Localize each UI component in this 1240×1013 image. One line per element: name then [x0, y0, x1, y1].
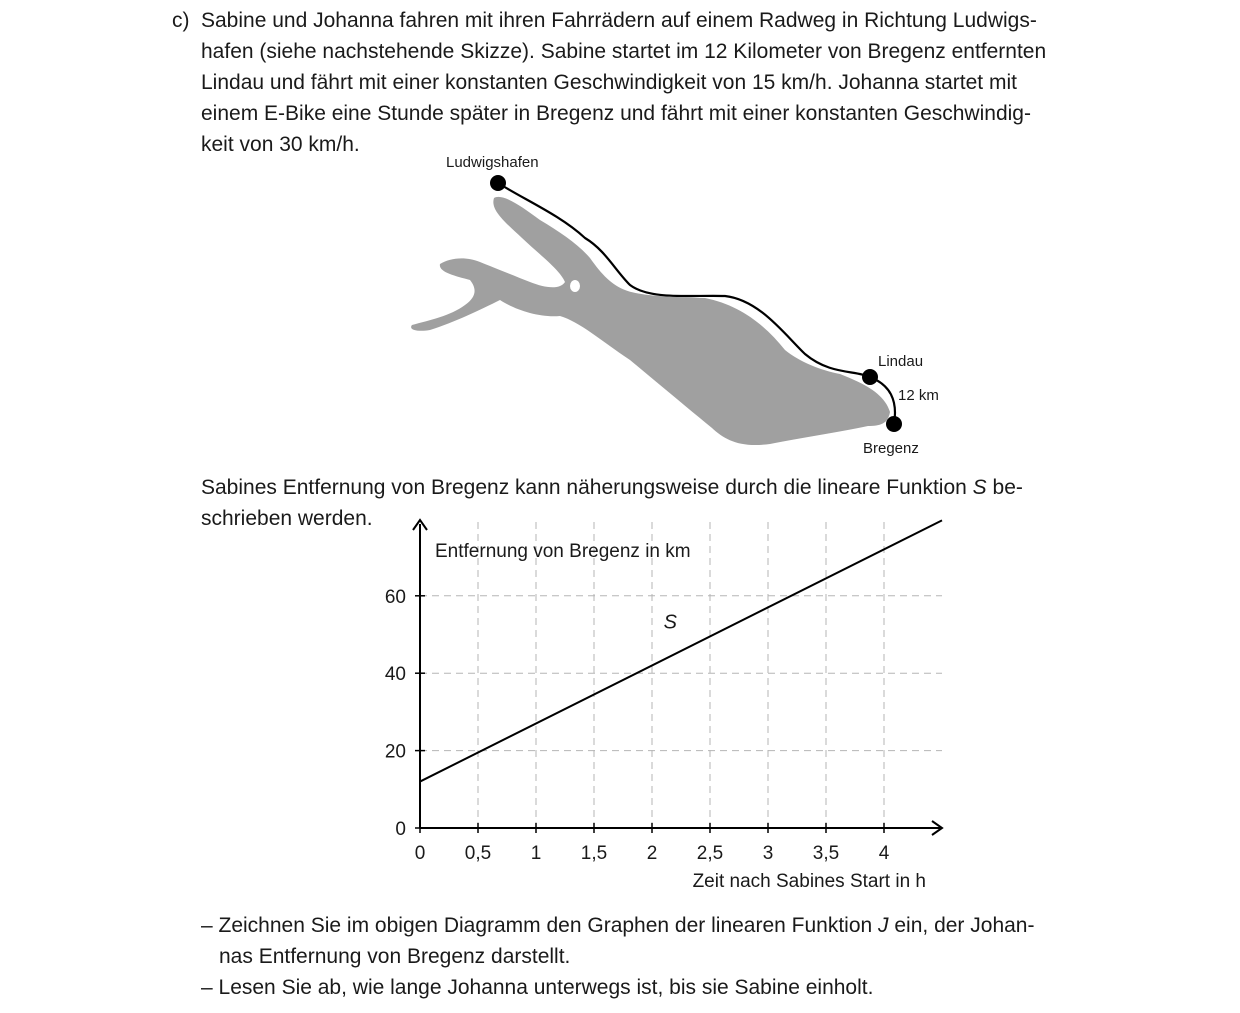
- x-tick-label: 0: [414, 843, 426, 864]
- intro-line: Lindau und fährt mit einer konstanten Geschwindigkeit von 15 km/h. Johanna startet mit: [201, 71, 1017, 94]
- bregenz-marker: [886, 416, 902, 432]
- distance-chart: [360, 512, 960, 897]
- task-item-continuation: nas Entfernung von Bregenz darstellt.: [219, 945, 571, 968]
- function-name-j: J: [878, 914, 889, 937]
- x-tick-label: 3,5: [812, 843, 840, 864]
- x-tick-label: 1: [530, 843, 542, 864]
- y-tick-label: 0: [395, 819, 406, 840]
- lake-shape: [411, 197, 890, 445]
- task-text: – Zeichnen Sie im obigen Diagramm den Graphen der linearen Funktion: [201, 914, 879, 937]
- lake-sketch: [400, 148, 960, 468]
- description-line: schrieben werden.: [201, 507, 373, 530]
- x-tick-label: 1,5: [580, 843, 608, 864]
- distance-label: 12 km: [898, 387, 939, 404]
- x-tick-label: 3: [762, 843, 774, 864]
- axes: [413, 520, 942, 835]
- intro-line: hafen (siehe nachstehende Skizze). Sabine startet im 12 Kilometer von Bregenz entfernten: [201, 40, 1047, 63]
- island: [570, 280, 580, 292]
- grid: [420, 522, 942, 828]
- x-tick-label: 0,5: [464, 843, 492, 864]
- y-axis-label: Entfernung von Bregenz in km: [435, 541, 691, 562]
- intro-line: keit von 30 km/h.: [201, 133, 360, 156]
- y-tick-label: 40: [384, 664, 406, 686]
- x-tick-label: 4: [878, 843, 890, 864]
- bregenz-label: Bregenz: [863, 440, 919, 457]
- intro-line: einem E-Bike eine Stunde später in Bregenz und fährt mit einer konstanten Geschwindig-: [201, 102, 1031, 125]
- lindau-marker: [862, 369, 878, 385]
- intro-line: Sabine und Johanna fahren mit ihren Fahrrädern auf einem Radweg in Richtung Ludwigs-: [201, 9, 1037, 32]
- series-label-s: S: [663, 611, 677, 634]
- task-item: – Lesen Sie ab, wie lange Johanna unterwegs ist, bis sie Sabine einholt.: [201, 976, 874, 999]
- y-tick-label: 60: [384, 586, 406, 608]
- x-axis-label: Zeit nach Sabines Start in h: [692, 871, 926, 892]
- function-name-s: S: [972, 476, 987, 499]
- ludwigshafen-marker: [490, 175, 506, 191]
- description-text: Sabines Entfernung von Bregenz kann näherungsweise durch die lineare Funktion: [201, 476, 973, 499]
- task-list: [201, 910, 1121, 1003]
- x-tick-label: 2: [646, 843, 658, 864]
- ludwigshafen-label: Ludwigshafen: [446, 154, 539, 171]
- task-text: ein, der Johan-: [888, 914, 1035, 937]
- x-tick-label: 2,5: [696, 843, 724, 864]
- y-tick-label: 20: [384, 741, 406, 763]
- intro-paragraph: [201, 5, 1101, 160]
- description-line: [201, 472, 1101, 503]
- part-label: c): [172, 9, 190, 32]
- tick-labels: [385, 587, 890, 864]
- task-item: [201, 910, 1121, 941]
- description-hyphen: be-: [986, 476, 1023, 499]
- lindau-label: Lindau: [878, 353, 924, 370]
